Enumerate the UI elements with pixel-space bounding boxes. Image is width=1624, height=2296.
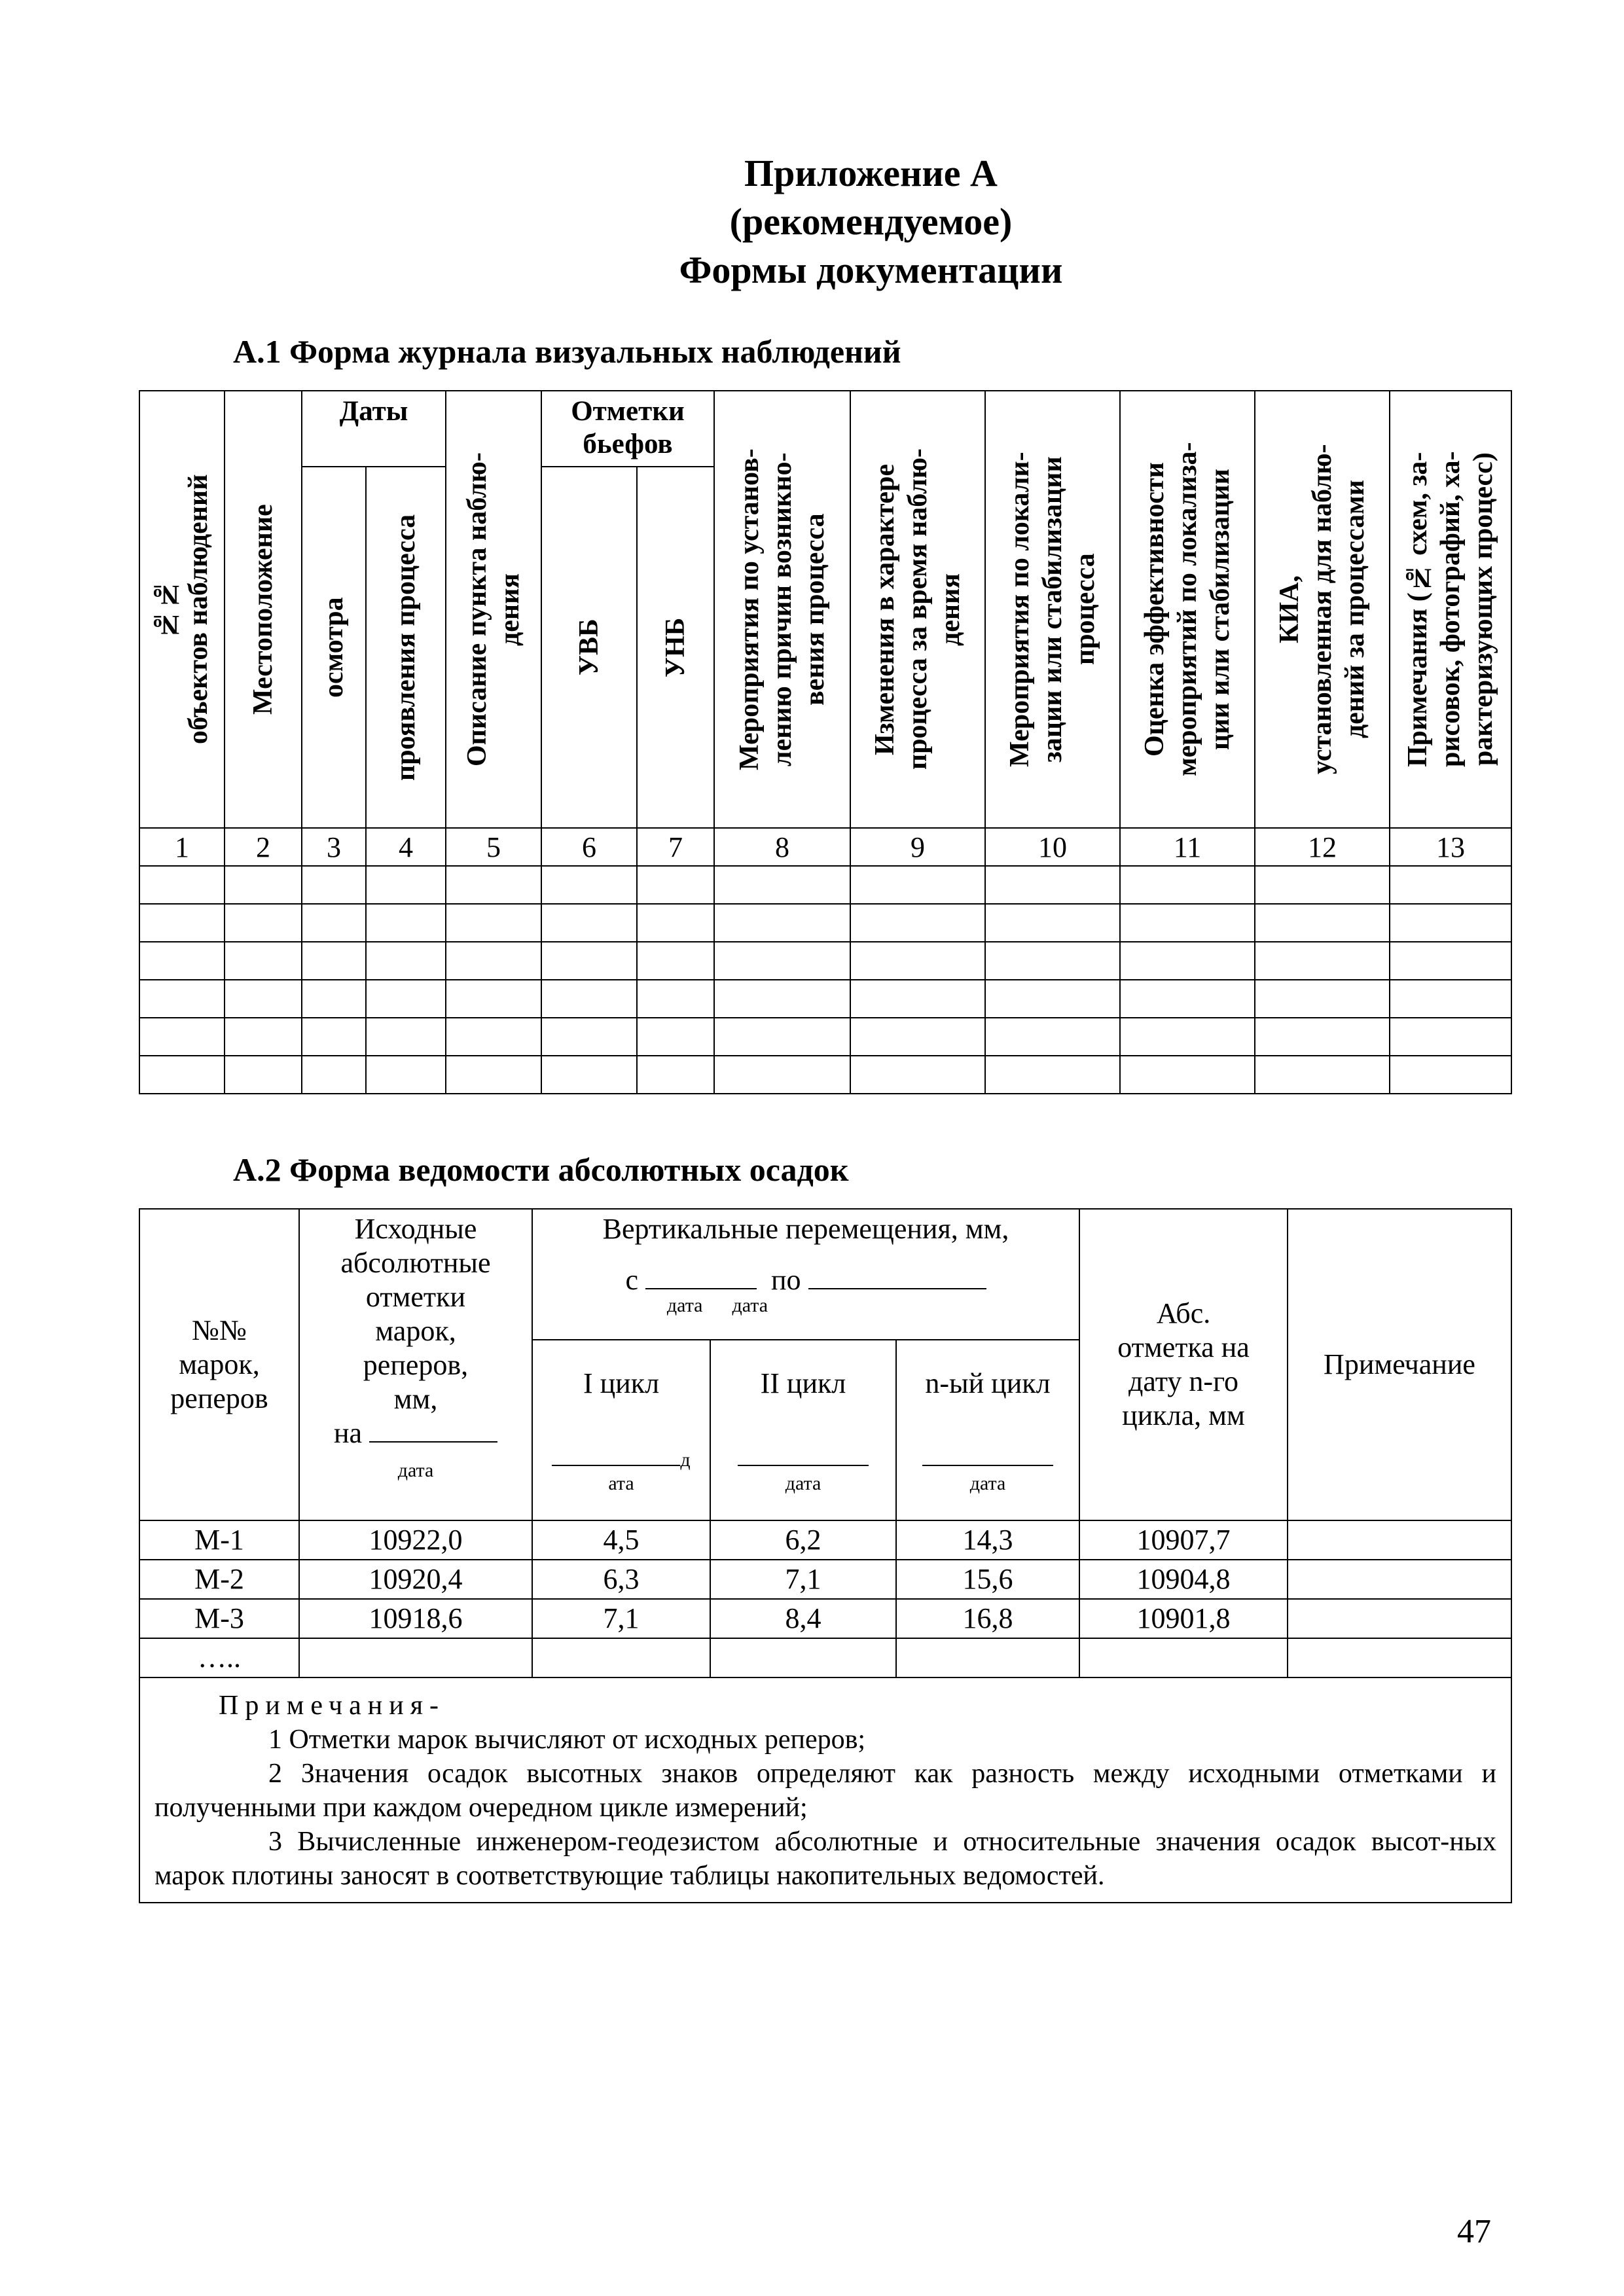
column-number: 7 [637,828,714,866]
page-number: 47 [1457,2213,1491,2250]
column-number: 1 [139,828,225,866]
appendix-title-block [0,149,1624,295]
header-efficiency-assessment: Оценка эффективности мероприятий по локализа- ции или стабилизации [1120,391,1255,828]
note-2: 2 Значения осадок высотных знаков определяют как разность между исходными отметками и полученными при каждом очередном цикле измерений; [154,1759,1496,1823]
column-number: 3 [302,828,366,866]
header-point-description: Описание пункта наблю- дения [446,391,541,828]
header-inspection-date: осмотра [302,467,366,828]
table-row [139,980,1511,1018]
header-process-date: проявления процесса [366,467,446,828]
table-row [139,1056,1511,1094]
appendix-heading: Формы документации [679,249,1063,291]
column-number: 2 [225,828,302,866]
table-row: ….. [139,1638,1511,1677]
header-process-changes: Изменения в характере процесса за время наблю- дения [850,391,985,828]
note-1: 1 Отметки марок вычисляют от исходных реперов; [268,1725,866,1755]
column-number: 6 [541,828,637,866]
notes-label: Примечания- [219,1691,446,1721]
header-note: Примечание [1288,1209,1511,1520]
column-number: 13 [1390,828,1511,866]
column-number: 12 [1255,828,1390,866]
header-lower-pool: УНБ [637,467,714,828]
header-cycle-1: I цикл д ата [532,1340,710,1520]
header-location: Местоположение [225,391,302,828]
header-notes: Примечания (№ схем, за- рисовок, фотографий, ха- рактеризующих процесс) [1390,391,1511,828]
absolute-settlement-table [139,1208,1512,1903]
header-localization-measures: Мероприятия по локали- зации или стабилизации процесса [985,391,1120,828]
visual-observations-table [139,390,1512,1094]
header-abs-mark: Абс. отметка на дату n-го цикла, мм [1079,1209,1288,1520]
header-mark-number: №№ марок, реперов [139,1209,299,1520]
header-vertical-displacement: Вертикальные перемещения, мм, с по дата дата [532,1209,1079,1340]
header-object-number: №№ объектов наблюдений [139,391,225,828]
column-number: 5 [446,828,541,866]
section-a1-title: А.1 Форма журнала визуальных наблюдений [233,333,901,370]
header-dates: Даты [302,391,446,467]
table-row: М-3 10918,6 7,1 8,4 16,8 10901,8 [139,1599,1511,1638]
column-number: 10 [985,828,1120,866]
appendix-title: Приложение А [744,152,998,194]
column-number: 8 [714,828,850,866]
header-upper-pool: УВБ [541,467,637,828]
header-cycle-n: n-ый цикл дата [896,1340,1079,1520]
table-row [139,1018,1511,1056]
column-number: 9 [850,828,985,866]
table-row [139,866,1511,904]
column-number: 11 [1120,828,1255,866]
column-number: 4 [366,828,446,866]
table-notes [139,1677,1511,1903]
column-numbers-row [139,828,1511,866]
header-cycle-2: II цикл дата [710,1340,896,1520]
note-3: 3 Вычисленные инженером-геодезистом абсолютные и относительные значения осадок высот-ных марок плотины заносят в соответствующие таблицы накопительных ведомостей. [154,1827,1496,1891]
table-row: М-2 10920,4 6,3 7,1 15,6 10904,8 [139,1560,1511,1599]
table-row [139,904,1511,942]
header-kia: КИА, установленная для наблю- дений за процессами [1255,391,1390,828]
section-a2-title: А.2 Форма ведомости абсолютных осадок [233,1151,849,1188]
header-pool-levels: Отметки бьефов [541,391,714,467]
table-row [139,942,1511,980]
header-initial-marks: Исходные абсолютные отметки марок, реперов, мм, на дата [299,1209,532,1520]
appendix-subtitle: (рекомендуемое) [729,200,1013,243]
header-cause-measures: Мероприятия по установ- лению причин возникно- вения процесса [714,391,850,828]
table-row: М-1 10922,0 4,5 6,2 14,3 10907,7 [139,1520,1511,1560]
